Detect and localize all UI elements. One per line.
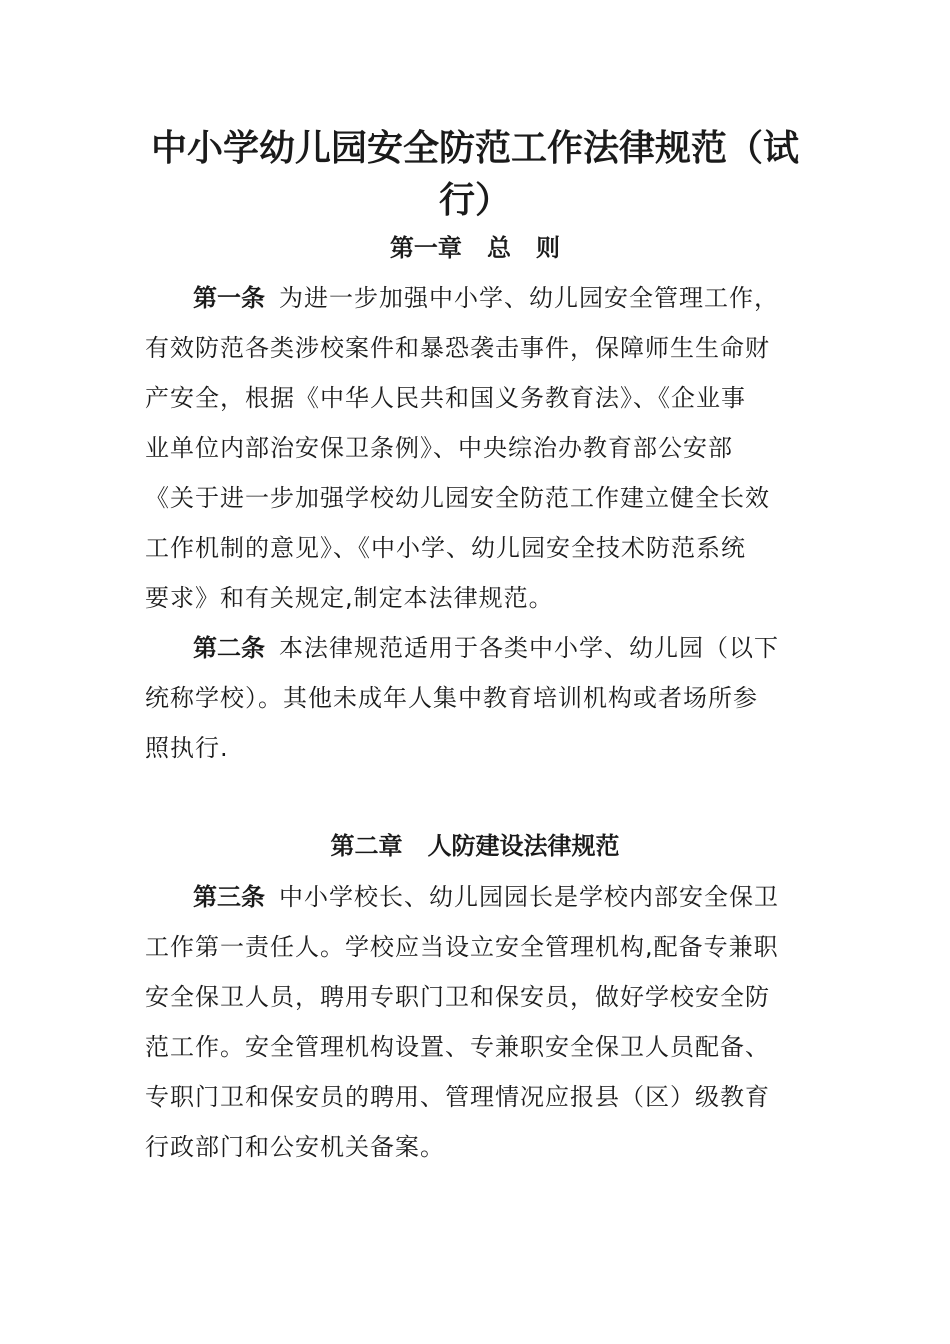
article-text: 本法律规范适用于各类中小学、幼儿园（以下	[279, 634, 779, 662]
article-line: 统称学校）。其他未成年人集中教育培训机构或者场所参	[145, 684, 758, 712]
article-line: 《关于进一步加强学校幼儿园安全防范工作建立健全长效	[145, 484, 770, 512]
article-line: 专职门卫和保安员的聘用、管理情况应报县（区）级教育	[145, 1083, 770, 1111]
chapter-heading: 第二章 人防建设法律规范	[330, 832, 620, 860]
article-first-line	[145, 273, 805, 323]
article-line: 要求》和有关规定,制定本法律规范。	[145, 584, 554, 612]
article-text: 中小学校长、幼儿园园长是学校内部安全保卫	[279, 883, 779, 911]
article-line: 工作机制的意见》、《中小学、幼儿园安全技术防范系统	[145, 534, 746, 562]
article	[145, 872, 805, 1172]
article-first-line	[145, 872, 805, 922]
document-title	[145, 122, 805, 226]
article-line: 安全保卫人员，聘用专职门卫和保安员，做好学校安全防	[145, 983, 770, 1011]
article-first-line	[145, 623, 805, 673]
title-line: 行）	[438, 179, 511, 221]
article	[145, 623, 805, 773]
article-line: 范工作。安全管理机构设置、专兼职安全保卫人员配备、	[145, 1033, 770, 1061]
article-line: 工作第一责任人。学校应当设立安全管理机构,配备专兼职	[145, 933, 779, 961]
article-line: 业单位内部治安保卫条例》、中央综治办教育部公安部	[145, 434, 733, 462]
article-line: 照执行.	[145, 734, 229, 762]
chapter-heading: 第一章 总 则	[389, 234, 561, 262]
article-label: 第三条	[193, 883, 265, 911]
article-line: 行政部门和公安机关备案。	[145, 1133, 445, 1161]
title-line: 中小学幼儿园安全防范工作法律规范（试	[150, 127, 799, 169]
article-label: 第二条	[193, 634, 265, 662]
article	[145, 273, 805, 623]
article-line: 产安全，根据《中华人民共和国义务教育法》、《企业事	[145, 384, 746, 412]
article-line: 有效防范各类涉校案件和暴恐袭击事件，保障师生生命财	[145, 334, 770, 362]
article-label: 第一条	[193, 284, 265, 312]
article-text: 为进一步加强中小学、幼儿园安全管理工作，	[279, 284, 779, 312]
